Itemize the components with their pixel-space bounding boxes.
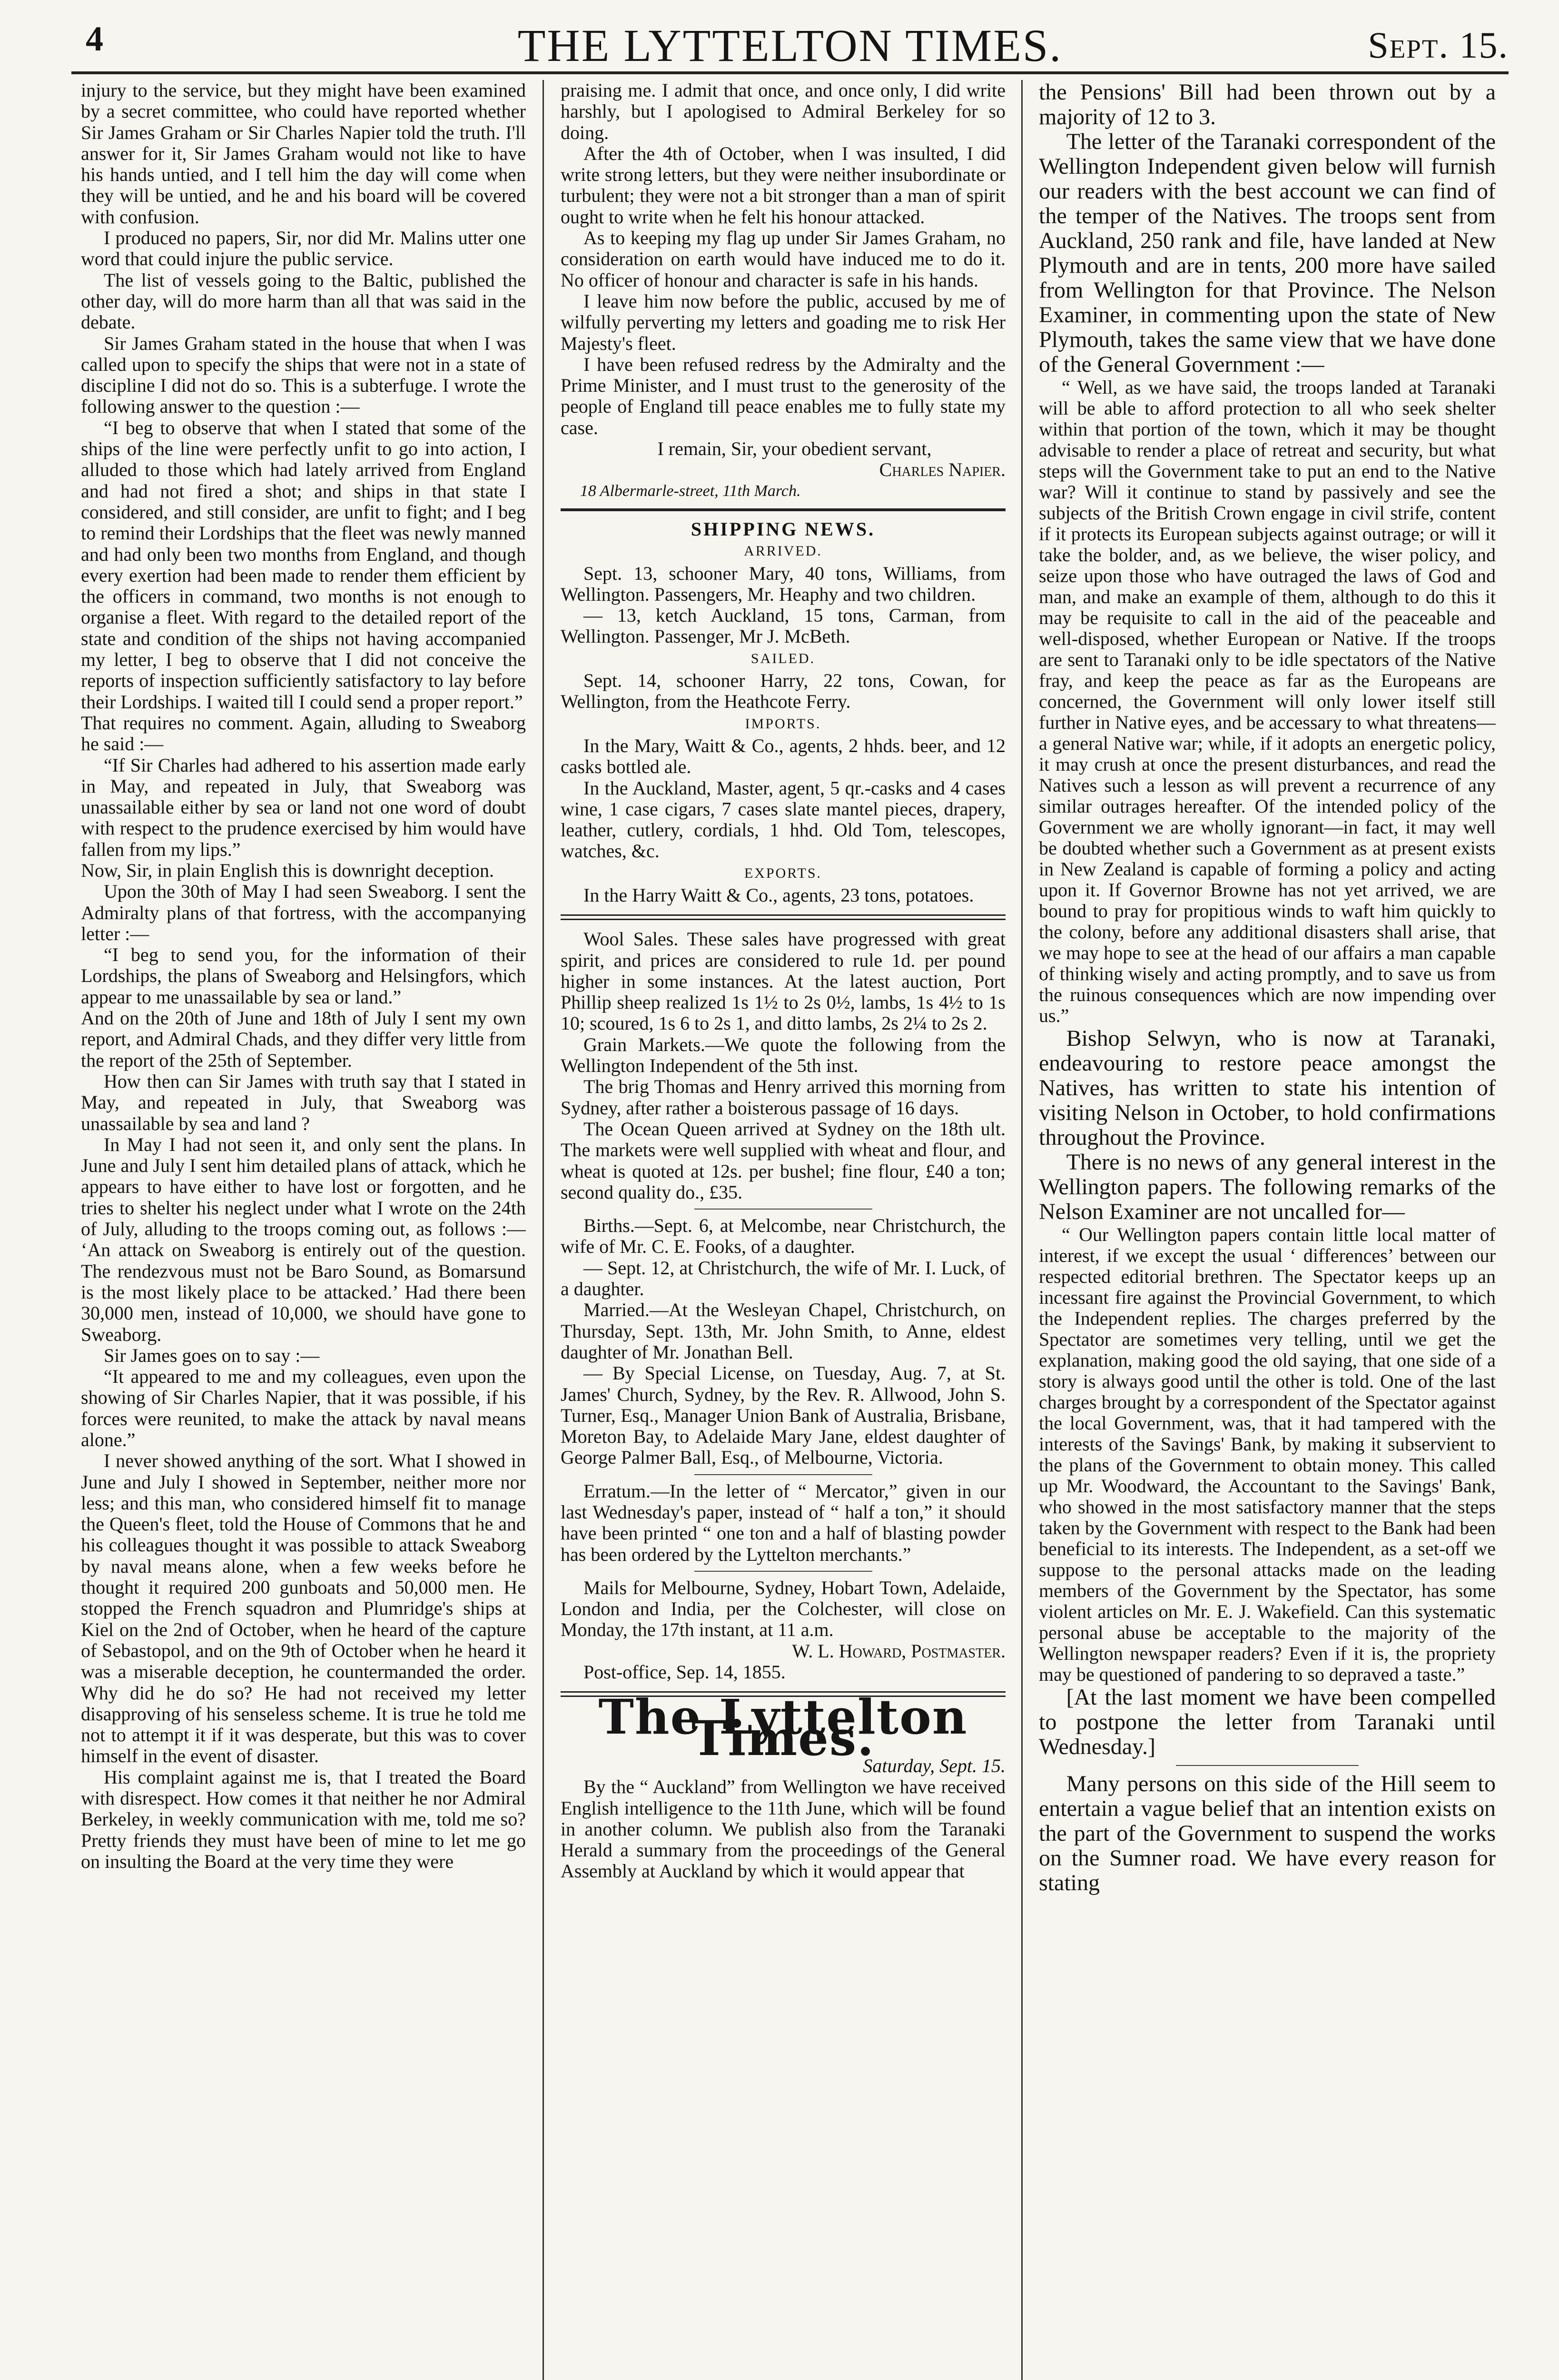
letter-paragraph: As to keeping my flag up under Sir James Graham, no consideration on earth would have induced me to do it. No officer of honour and character is safe in his hands. [561, 227, 1006, 291]
col3-quote: “ Our Wellington papers contain little local matter of interest, if we except the usual ‘ differences’ between our respected editorial brethren. The Spectator keeps up an incessant fire against the Provincial Government, to which the Independent replies. The charges preferred by the Spectator are sometimes very telling, until we get the explanation, making good the old saying, that one side of a story is always good until the other is told. One of the last charges brought by a correspondent of the Spectator against the local Government, was, that it had tampered with the interests of the Savings' Bank, by making it subservient to the plans of the Government to obtain money. This called up Mr. Woodward, the Accountant to the Savings' Bank, who showed in the most satisfactory manner that the steps taken by the Government with respect to the Bank had been beneficial to its interests. The Independent, as a set-off we suppose to the personal attacks made on the leading members of the Government by the Spectator, has some violent articles on Mr. E. J. Wakefield. Can this systematic personal abuse be acceptable to the majority of the Wellington newspaper readers? Even if it is, the propriety may be questioned of pandering to so depraved a taste.” [1039, 1224, 1496, 1685]
mails-notice: Mails for Melbourne, Sydney, Hobart Town, Adelaide, London and India, per the Colchester, will close on Monday, the 17th instant, at 11 a.m. [561, 1577, 1006, 1641]
erratum-notice: Erratum.—In the letter of “ Mercator,” given in our last Wednesday's paper, instead of “ half a ton,” it should have been printed “ one ton and a half of blasting powder has been ordered by the Lyttelton merchants.” [561, 1480, 1006, 1565]
col1-paragraph: Now, Sir, in plain English this is downright deception. [81, 859, 494, 881]
col1-paragraph: His complaint against me is, that I treated the Board with disrespect. How comes it that neither he nor Admiral Berkeley, in weekly communication with me, told me so? Pretty friends they must have been of mine to let me go on insulting the Board at the very time they were [81, 1766, 526, 1872]
letter-paragraph: I leave him now before the public, accused by me of wilfully perverting my letters and goading me to risk Her Majesty's fleet. [561, 290, 1006, 354]
col1-paragraph: How then can Sir James with truth say that I stated in May, and repeated in July, that Sweaborg was unassailable by sea and land ? [81, 1070, 526, 1134]
section-rule [694, 1474, 872, 1475]
section-rule [561, 914, 1006, 920]
letter-closing: I remain, Sir, your obedient servant, [657, 438, 932, 460]
col1-paragraph: Sir James goes on to say :— [104, 1344, 320, 1366]
imports-label: IMPORTS. [745, 715, 821, 732]
arrived-label: ARRIVED. [744, 543, 822, 559]
editorial-date: Saturday, Sept. 15. [863, 1755, 1006, 1776]
shipping-entry: Sept. 14, schooner Harry, 22 tons, Cowan, for Wellington, from the Heathcote Ferry. [561, 670, 1006, 713]
letter-paragraph: praising me. I admit that once, and once only, I did write harshly, but I apologised to Admiral Berkeley for so doing. [561, 80, 1006, 143]
notice-paragraph: Wool Sales. These sales have progressed with great spirit, and prices are considered to rule 1d. per pound higher in some instances. At the latest auction, Port Phillip sheep realized 1s 1½ to 2s 0½, lambs, 1s 4½ to 1s 10; scoured, 1s 6 to 2s 1, and ditto lambs, 2s 2¼ to 2s 2. [561, 928, 1006, 1034]
section-rule [694, 1571, 872, 1572]
exports-label: EXPORTS. [744, 865, 822, 881]
column-rule-2 [1021, 80, 1023, 2380]
letter-address: 18 Albermarle-street, 11th March. [580, 482, 801, 500]
shipping-entry: In the Mary, Waitt & Co., agents, 2 hhds. beer, and 12 casks bottled ale. [561, 734, 1006, 778]
col1-paragraph: That requires no comment. Again, alluding to Sweaborg he said :— [81, 712, 526, 755]
col3-paragraph: The letter of the Taranaki correspondent of the Wellington Independent given below will furnish our readers with the best account we can find of the temper of the Natives. The troops sent from Auckland, 250 rank and file, have landed at New Plymouth and are in tents, 200 more have sailed from Wellington for that Province. The Nelson Examiner, in commenting upon the state of New Plymouth, takes the same view that we have done of the General Government :— [1039, 129, 1496, 377]
postmaster-signature: W. L. Howard, Postmaster. [792, 1640, 1006, 1662]
sailed-label: SAILED. [750, 650, 816, 666]
section-rule [561, 508, 1006, 511]
col3-quote: “ Well, as we have said, the troops landed at Taranaki will be able to afford protection to all who seek shelter within that portion of the town, which it may be thought advisable to render a place of retreat and security, but what steps will the Government take to put an end to the Native war? Will it continue to stand by passively and see the subjects of the British Crown engage in civil strife, content if it protects its European subjects against outrage; or will it take the bolder, and, as we believe, the wiser policy, and seize upon those who have outraged the laws of God and man, and make an example of them, although to do this it may be requisite to call in the aid of the peaceable and well-disposed, whether European or Native. If the troops are sent to Taranaki only to be idle spectators of the Native fray, and keep the peace as far as the Europeans are concerned, the Government will only lower itself still further in Native eyes, and be accessary to what threatens—a general Native war; while, if it adopts an energetic policy, it may crush at once the present disturbances, and read the Natives such a lesson as will prevent a recurrence of any similar outrages hereafter. Of the intended policy of the Government we are wholly ignorant—in fact, it may well be doubted whether such a Government as at present exists in New Zealand is capable of forming a policy and acting upon it. If Governor Browne has not yet arrived, we are bound to pray for propitious winds to waft him quickly to the colony, before any additional disasters shall arise, that we may hope to see at the head of our affairs a man capable of thinking wisely and acting promptly, and to save us from the ruinous consequences which are now impending over us.” [1039, 377, 1496, 1026]
column-3 [1039, 80, 1496, 2380]
notice-paragraph: Grain Markets.—We quote the following from the Wellington Independent of the 5th inst. [561, 1033, 1006, 1077]
col1-quote: “It appeared to me and my colleagues, even upon the showing of Sir Charles Napier, that it was possible, if his forces were reunited, to make the attack by naval means alone.” [81, 1366, 526, 1450]
col1-paragraph: In May I had not seen it, and only sent the plans. In June and July I sent him detailed plans of attack, which he appears to have either to have lost or forgotten, and he tries to shelter his neglect under what I wrote on the 24th of July, alluding to the troops coming out, as follows :— ‘An attack on Sweaborg is entirely out of the question. The rendezvous must not be Baro Sound, as Bomarsund is the most likely place to be attacked.’ Had there been 30,000 men, instead of 10,000, we should have gone to Sweaborg. [81, 1133, 526, 1345]
shipping-entry: In the Auckland, Master, agent, 5 qr.-casks and 4 cases wine, 1 case cigars, 7 cases slate mantel pieces, drapery, leather, cutlery, cordials, 1 hhd. Old Tom, telescopes, watches, &c. [561, 777, 1006, 862]
shipping-entry: In the Harry Waitt & Co., agents, 23 tons, potatoes. [583, 884, 974, 906]
letter-signature: Charles Napier. [879, 459, 1006, 481]
letter-paragraph: After the 4th of October, when I was insulted, I did write strong letters, but they were neither insubordinate or turbulent; they were not a bit stronger than a man of spirit ought to write when he felt his honour attacked. [561, 142, 1006, 228]
notice-paragraph: The brig Thomas and Henry arrived this morning from Sydney, after rather a boisterous passage of 16 days. [561, 1076, 1006, 1119]
births-marriages-entry: Married.—At the Wesleyan Chapel, Christchurch, on Thursday, Sept. 13th, Mr. John Smith, to Anne, eldest daughter of Mr. Jonathan Bell. [561, 1299, 1006, 1363]
births-marriages-entry: — By Special License, on Tuesday, Aug. 7, at St. James' Church, Sydney, by the Rev. R. Allwood, John S. Turner, Esq., Manager Union Bank of Australia, Brisbane, Moreton Bay, to Adelaide Mary Jane, eldest daughter of George Palmer Ball, Esq., of Melbourne, Victoria. [561, 1362, 1006, 1468]
page-number: 4 [86, 20, 103, 59]
masthead [71, 19, 1509, 76]
section-rule [1176, 1765, 1359, 1766]
col1-paragraph: And on the 20th of June and 18th of July I sent my own report, and Admiral Chads, and they differ very little from the report of the 25th of September. [81, 1007, 526, 1071]
masthead-rule [71, 71, 1509, 74]
column-1 [81, 80, 526, 2380]
notice-paragraph: The Ocean Queen arrived at Sydney on the 18th ult. The markets were well supplied with wheat and flour, and wheat is quoted at 12s. per bushel; fine flour, £40 a ton; second quality do., £35. [561, 1118, 1006, 1203]
col3-paragraph: Bishop Selwyn, who is now at Taranaki, endeavouring to restore peace amongst the Natives, has written to state his intention of visiting Nelson in October, to hold confirmations throughout the Province. [1039, 1026, 1496, 1150]
column-2 [561, 80, 1006, 2380]
newspaper-title: THE LYTTELTON TIMES. [517, 20, 1063, 71]
shipping-heading: SHIPPING NEWS. [691, 518, 876, 540]
section-rule [694, 1209, 872, 1210]
col3-paragraph: [At the last moment we have been compelled to postpone the letter from Taranaki until Wednesday.] [1039, 1685, 1496, 1759]
col1-quote: “If Sir Charles had adhered to his assertion made early in May, and repeated in July, that Sweaborg was unassailable either by sea or land not one word of doubt with respect to the prudence exercised by him would have fallen from my lips.” [81, 754, 526, 860]
col3-paragraph: the Pensions' Bill had been thrown out by a majority of 12 to 3. [1039, 80, 1496, 129]
col3-paragraph: There is no news of any general interest in the Wellington papers. The following remarks of the Nelson Examiner are not uncalled for— [1039, 1150, 1496, 1224]
issue-date: Sept. 15. [1368, 24, 1509, 66]
editorial-title: The Lyttelton Times. [598, 1689, 968, 1766]
col3-paragraph: Many persons on this side of the Hill seem to entertain a vague belief that an intention exists on the part of the Government to suspend the works on the Sumner road. We have every reason for stating [1039, 1771, 1496, 1895]
editorial-paragraph: By the “ Auckland” from Wellington we have received English intelligence to the 11th June, which will be found in another column. We publish also from the Taranaki Herald a summary from the proceedings of the General Assembly at Auckland by which it would appear that [561, 1776, 1006, 1882]
col1-paragraph: injury to the service, but they might have been examined by a secret committee, who could have reported whether Sir James Graham or Sir Charles Napier told the truth. I'll answer for it, Sir James Graham would not like to have his hands untied, and I tell him the day will come when they will be untied, and he and his board will be covered with confusion. [81, 80, 526, 228]
col1-quote: “I beg to send you, for the information of their Lordships, the plans of Sweaborg and Helsingfors, which appear to me unassailable by sea or land.” [81, 944, 526, 1008]
col1-paragraph: Upon the 30th of May I had seen Sweaborg. I sent the Admiralty plans of that fortress, with the accompanying letter :— [81, 881, 526, 944]
shipping-entry: Sept. 13, schooner Mary, 40 tons, Williams, from Wellington. Passengers, Mr. Heaphy and two children. [561, 562, 1006, 605]
col1-paragraph: I produced no papers, Sir, nor did Mr. Malins utter one word that could injure the public service. [81, 227, 526, 270]
letter-paragraph: I have been refused redress by the Admiralty and the Prime Minister, and I must trust to the generosity of the people of England till peace enables me to fully state my case. [561, 353, 1006, 438]
post-office-date: Post-office, Sep. 14, 1855. [583, 1661, 786, 1683]
col1-paragraph: The list of vessels going to the Baltic, published the other day, will do more harm than all that was said in the debate. [81, 269, 526, 333]
births-marriages-entry: Births.—Sept. 6, at Melcombe, near Christchurch, the wife of Mr. C. E. Fooks, of a daughter. [561, 1215, 1006, 1258]
col1-paragraph: Sir James Graham stated in the house that when I was called upon to specify the ships that were not in a state of discipline I did not do so. This is a subterfuge. I wrote the following answer to the question :— [81, 332, 526, 417]
col1-quote: “I beg to observe that when I stated that some of the ships of the line were perfectly unfit to go into action, I alluded to those which had lately arrived from England and had not fired a shot; and ships in that state I considered, and still consider, are unfit to fight; and I beg to remind their Lordships that the fleet was newly manned and had only been two months from England, and though every exertion had been made to render them efficient by the officers in command, two months is not enough to organise a fleet. With regard to the detailed report of the state and condition of the ships not having accompanied my letter, I beg to observe that I did not conceive the reports of inspection sufficiently satisfactory to lay before their Lordships. I waited till I could send a proper report.” [81, 416, 526, 713]
shipping-entry: — 13, ketch Auckland, 15 tons, Carman, from Wellington. Passenger, Mr J. McBeth. [561, 605, 1006, 647]
column-rule-1 [543, 80, 544, 2380]
col1-paragraph: I never showed anything of the sort. What I showed in June and July I showed in September, neither more nor less; and this man, who considered himself fit to manage the Queen's fleet, told the House of Commons that he and his colleagues thought it was possible to attack Sweaborg by naval means alone, when a few weeks before he thought it required 200 gunboats and 50,000 men. He stopped the French squadron and Plumridge's ships at Kiel on the 2nd of October, when he heard of the capture of Sebastopol, and on the 9th of October when he heard it was a miserable deception, he countermanded the order. Why did he do so? He had not received my letter disapproving of his senseless scheme. It is true he told me not to attempt it if it was desperate, but this was to cover himself in the event of disaster. [81, 1450, 526, 1767]
births-marriages-entry: — Sept. 12, at Christchurch, the wife of Mr. I. Luck, of a daughter. [561, 1257, 1006, 1300]
